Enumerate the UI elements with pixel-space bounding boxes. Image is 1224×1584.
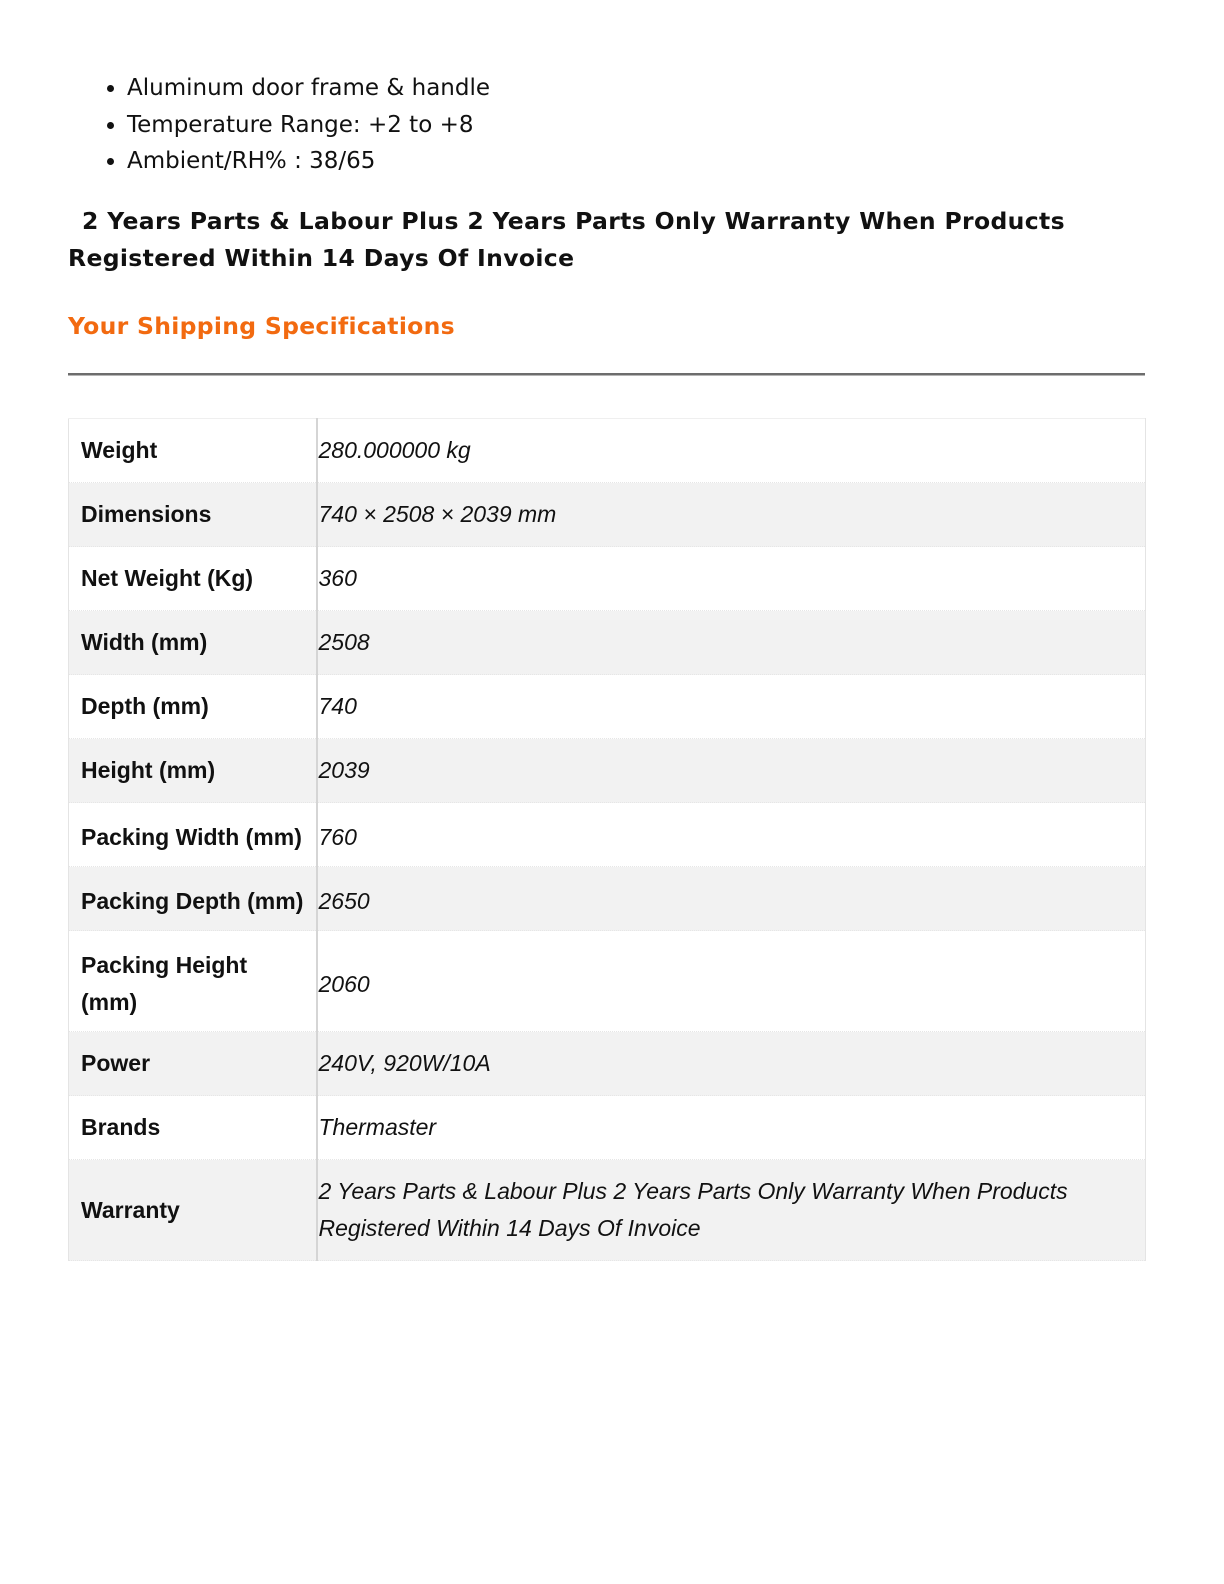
spec-value: 2650	[317, 867, 1146, 931]
spec-value: 760	[317, 803, 1146, 867]
feature-item: • Temperature Range: +2 to +8	[127, 107, 490, 144]
spec-row-depth	[69, 675, 1146, 739]
spec-label: Dimensions	[69, 483, 317, 547]
spec-row-net-weight	[69, 547, 1146, 611]
spec-value: Thermaster	[317, 1096, 1146, 1160]
spec-value: 740 × 2508 × 2039 mm	[317, 483, 1146, 547]
spec-value: 2060	[317, 931, 1146, 1032]
feature-item: • Aluminum door frame & handle	[127, 70, 490, 107]
spec-label: Packing Depth (mm)	[69, 867, 317, 931]
spec-row-power	[69, 1032, 1146, 1096]
spec-value: 740	[317, 675, 1146, 739]
section-divider	[68, 373, 1145, 376]
spec-label: Net Weight (Kg)	[69, 547, 317, 611]
spec-row-brands	[69, 1096, 1146, 1160]
spec-label: Weight	[69, 419, 317, 483]
spec-value: 360	[317, 547, 1146, 611]
spec-value: 2 Years Parts & Labour Plus 2 Years Parts Only Warranty When Products Registered Within 14 Days Of Invoice	[317, 1160, 1146, 1261]
shipping-specifications-title: Your Shipping Specifications	[68, 312, 455, 340]
spec-label: Packing Width (mm)	[69, 803, 317, 867]
spec-row-packing-depth	[69, 867, 1146, 931]
spec-row-packing-height	[69, 931, 1146, 1032]
spec-row-weight	[69, 419, 1146, 483]
spec-row-dimensions	[69, 483, 1146, 547]
feature-list	[68, 70, 490, 180]
spec-value: 2039	[317, 739, 1146, 803]
spec-label: Depth (mm)	[69, 675, 317, 739]
spec-row-height	[69, 739, 1146, 803]
spec-row-packing-width	[69, 803, 1146, 867]
shipping-spec-table	[68, 418, 1146, 1261]
feature-item: • Ambient/RH% : 38/65	[127, 143, 490, 180]
spec-row-width	[69, 611, 1146, 675]
spec-value: 2508	[317, 611, 1146, 675]
spec-value: 240V, 920W/10A	[317, 1032, 1146, 1096]
warranty-heading: 2 Years Parts & Labour Plus 2 Years Parts Only Warranty When Products Registered Within 14 Days Of Invoice	[68, 207, 1065, 272]
spec-label: Warranty	[69, 1160, 317, 1261]
spec-label: Height (mm)	[69, 739, 317, 803]
spec-label: Brands	[69, 1096, 317, 1160]
spec-label: Width (mm)	[69, 611, 317, 675]
spec-label: Power	[69, 1032, 317, 1096]
spec-value: 280.000000 kg	[317, 419, 1146, 483]
spec-label: Packing Height (mm)	[69, 931, 317, 1032]
spec-row-warranty	[69, 1160, 1146, 1261]
